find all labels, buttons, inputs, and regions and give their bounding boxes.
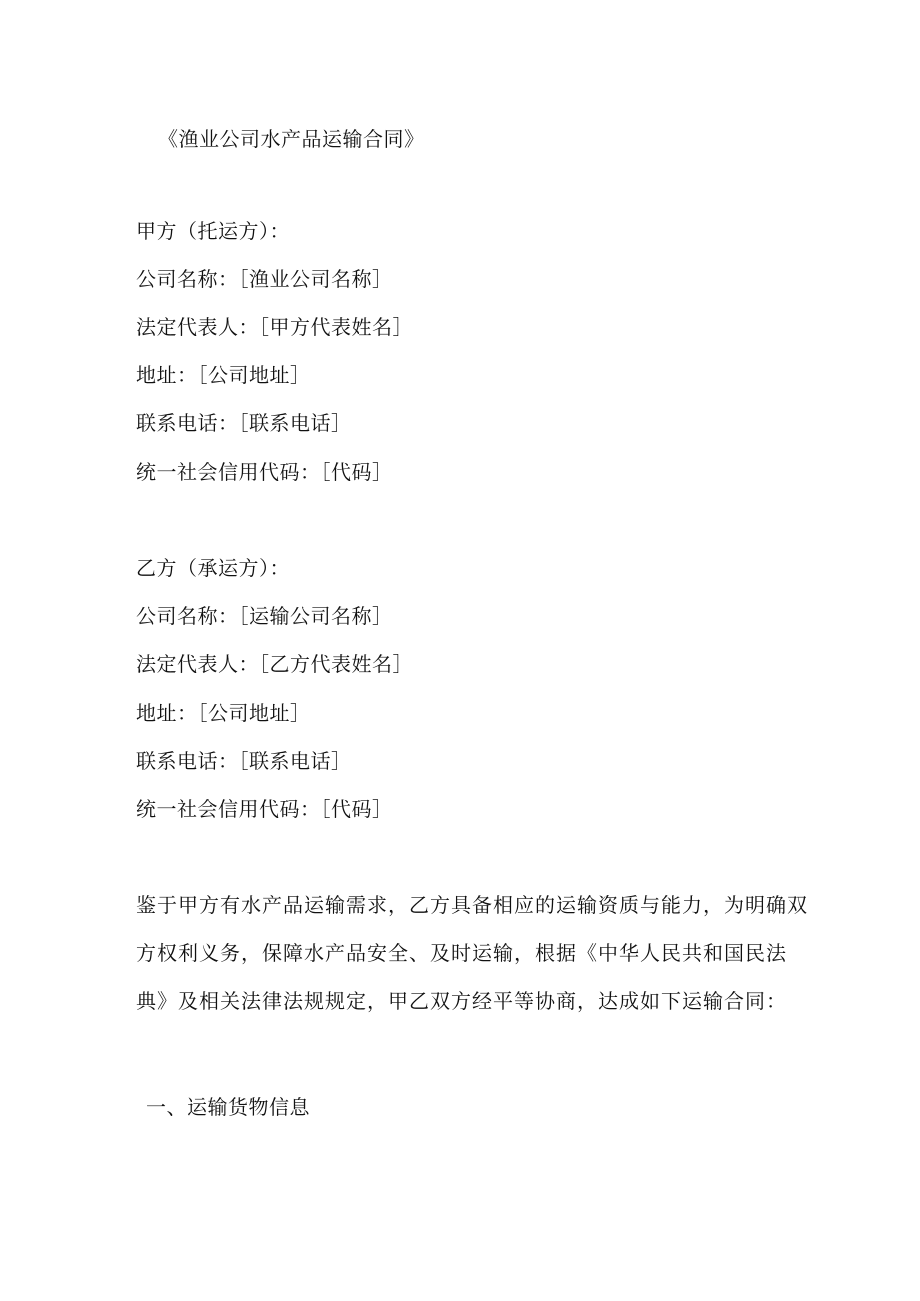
party-b-credit-code: 统一社会信用代码：［代码］ — [136, 797, 393, 821]
party-b-heading: 乙方（承运方）： — [136, 556, 290, 580]
party-a-heading: 甲方（托运方）： — [136, 219, 290, 243]
preamble-line: 方权利义务，保障水产品安全、及时运输，根据《中华人民共和国民法 — [136, 941, 787, 965]
section-heading: 一、运输货物信息 — [146, 1095, 310, 1119]
party-a-company-name: 公司名称：［渔业公司名称］ — [136, 267, 393, 291]
party-a-legal-rep: 法定代表人：［甲方代表姓名］ — [136, 315, 413, 339]
party-a-credit-code: 统一社会信用代码：［代码］ — [136, 460, 393, 484]
party-a-address: 地址：［公司地址］ — [136, 363, 311, 387]
preamble-line: 典》及相关法律法规规定，甲乙双方经平等协商，达成如下运输合同： — [136, 989, 787, 1013]
preamble-line: 鉴于甲方有水产品运输需求，乙方具备相应的运输资质与能力，为明确双 — [136, 893, 808, 917]
party-a-phone: 联系电话：［联系电话］ — [136, 411, 352, 435]
party-b-company-name: 公司名称：［运输公司名称］ — [136, 604, 393, 628]
party-b-address: 地址：［公司地址］ — [136, 701, 311, 725]
document-title: 《渔业公司水产品运输合同》 — [158, 127, 425, 151]
party-b-phone: 联系电话：［联系电话］ — [136, 749, 352, 773]
party-b-legal-rep: 法定代表人：［乙方代表姓名］ — [136, 652, 413, 676]
